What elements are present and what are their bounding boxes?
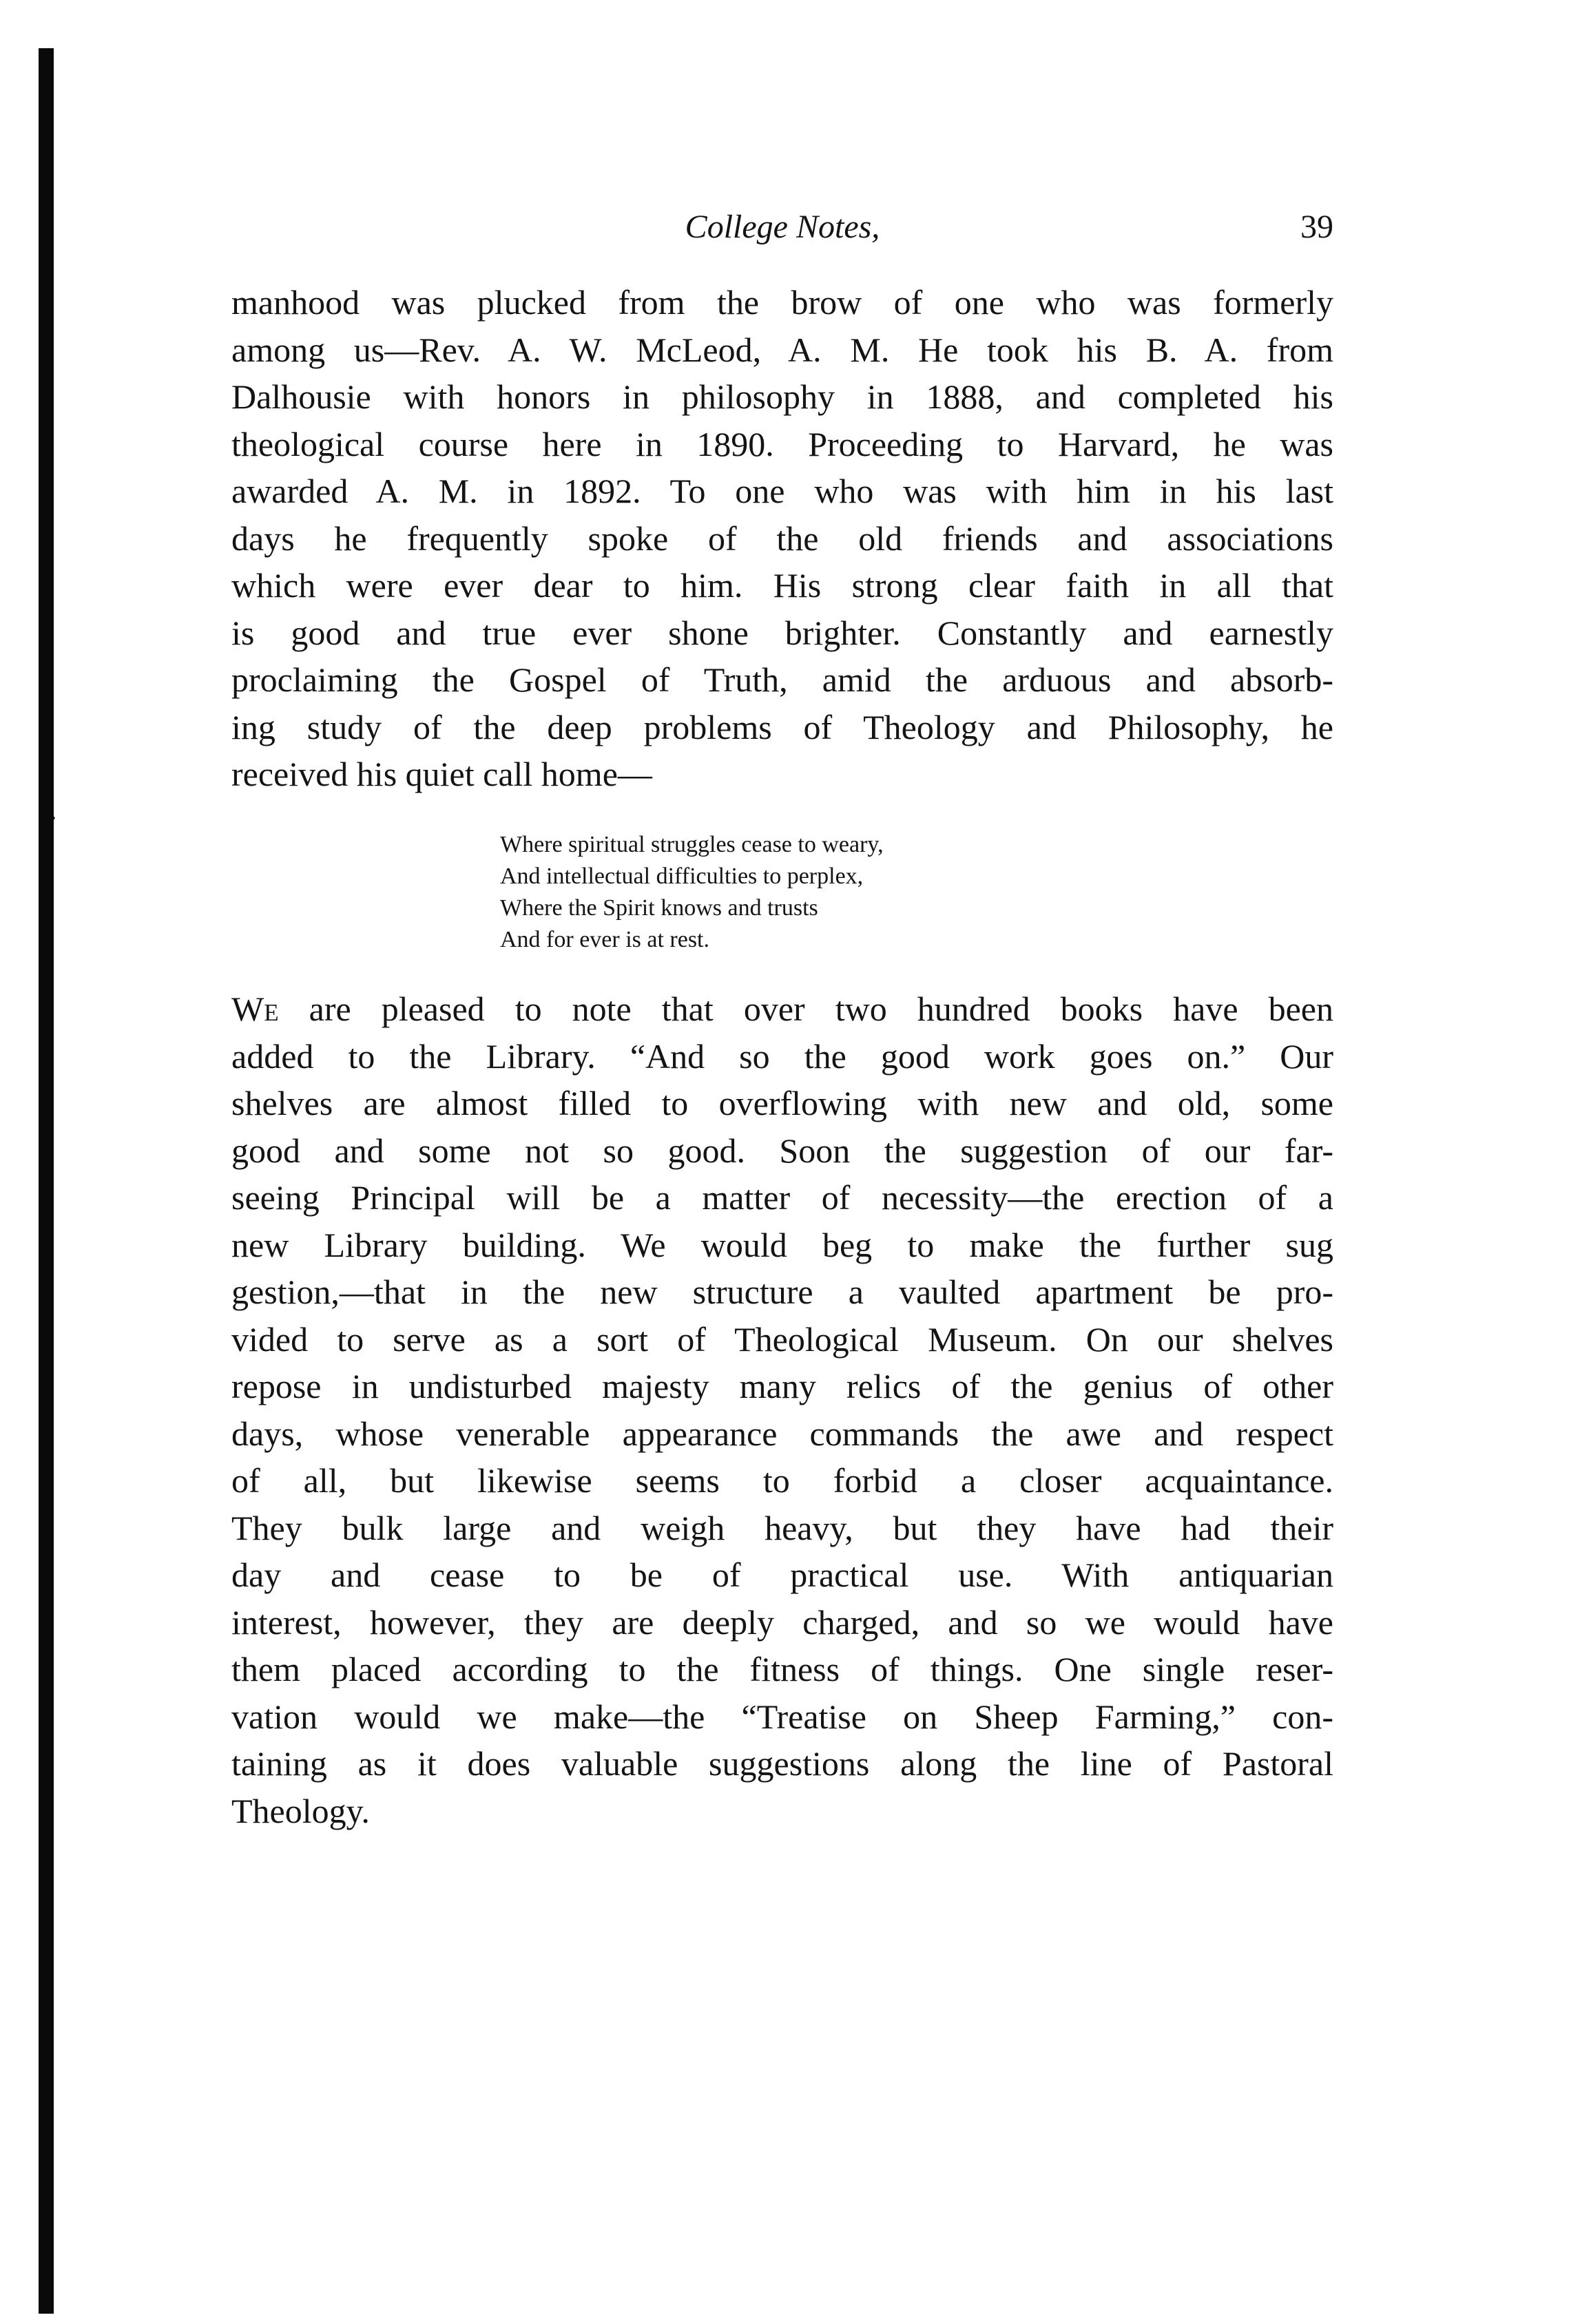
- text-line: vation would we make—the “Treatise on Sheep Farming,” con-: [231, 1697, 1333, 1736]
- text-line: good and some not so good. Soon the suggestion of our far-: [231, 1131, 1333, 1170]
- text-line: among us—Rev. A. W. McLeod, A. M. He took his B. A. from: [231, 330, 1333, 369]
- scan-edge-bar: [39, 48, 54, 2314]
- text-line: Dalhousie with honors in philosophy in 1888, and completed his: [231, 377, 1333, 416]
- text-line: Theology.: [231, 1791, 370, 1830]
- poem-line: Where the Spirit knows and trusts: [500, 895, 818, 921]
- text-line: day and cease to be of practical use. With antiquarian: [231, 1556, 1333, 1594]
- poem-line: And for ever is at rest.: [500, 927, 710, 952]
- text-line: which were ever dear to him. His strong clear faith in all that: [231, 566, 1333, 605]
- text-line: They bulk large and weigh heavy, but they have had their: [231, 1508, 1333, 1547]
- poem-line: Where spiritual struggles cease to weary,: [500, 832, 884, 857]
- page-number: 39: [1300, 209, 1333, 245]
- text-line: theological course here in 1890. Proceeding to Harvard, he was: [231, 424, 1333, 463]
- text-line: them placed according to the fitness of things. One single reser-: [231, 1650, 1333, 1688]
- running-header: [231, 203, 1333, 251]
- text-line: vided to serve as a sort of Theological Museum. On our shelves: [231, 1319, 1333, 1359]
- text-line: days he frequently spoke of the old friends and associations: [231, 519, 1333, 558]
- first-line-text: are pleased to note that over two hundred books have been: [278, 990, 1333, 1028]
- poem-line: And intellectual difficulties to perplex,: [500, 863, 864, 889]
- text-line: shelves are almost filled to overflowing with new and old, some: [231, 1084, 1333, 1122]
- text-line: is good and true ever shone brighter. Constantly and earnestly: [231, 613, 1333, 652]
- text-line: taining as it does valuable suggestions along the line of Pastoral: [231, 1744, 1333, 1783]
- paragraph-library: [231, 985, 1333, 1834]
- poem-quotation: [500, 829, 1120, 956]
- text-line: new Library building. We would beg to make the further sug: [231, 1225, 1333, 1264]
- text-line: days, whose venerable appearance commands the awe and respect: [231, 1414, 1333, 1453]
- lead-word: We: [231, 990, 279, 1028]
- text-line: received his quiet call home—: [231, 755, 652, 793]
- text-line: added to the Library. “And so the good work goes on.” Our: [231, 1036, 1333, 1076]
- text-line: interest, however, they are deeply charged, and so we would have: [231, 1602, 1333, 1642]
- text-line: manhood was plucked from the brow of one who was formerly: [231, 283, 1333, 322]
- text-line: [231, 985, 1333, 1033]
- scan-edge-notch: [44, 804, 55, 832]
- paragraph-mcleod: [231, 279, 1333, 798]
- text-line: proclaiming the Gospel of Truth, amid the arduous and absorb-: [231, 660, 1333, 699]
- text-line: repose in undisturbed majesty many relics of the genius of other: [231, 1367, 1333, 1405]
- text-line: ing study of the deep problems of Theology and Philosophy, he: [231, 707, 1333, 746]
- text-line: gestion,—that in the new structure a vaulted apartment be pro-: [231, 1273, 1333, 1311]
- text-line: seeing Principal will be a matter of necessity—the erection of a: [231, 1178, 1333, 1217]
- text-line: awarded A. M. in 1892. To one who was with him in his last: [231, 472, 1333, 510]
- running-title: College Notes,: [685, 209, 880, 245]
- text-line: of all, but likewise seems to forbid a closer acquaintance.: [231, 1461, 1333, 1500]
